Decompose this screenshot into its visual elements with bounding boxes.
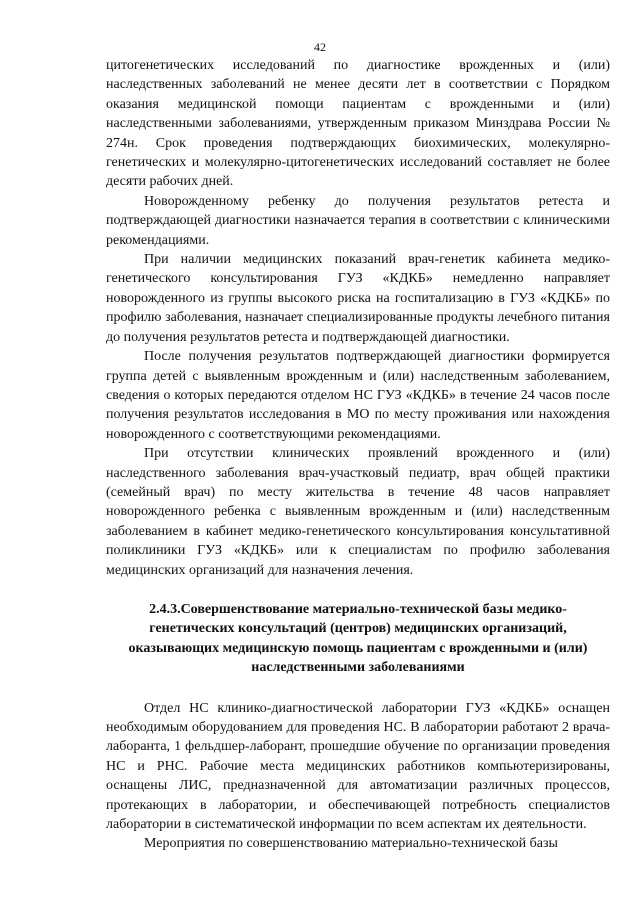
paragraph: цитогенетических исследований по диагностике врожденных и (или) наследственных заболеваний не менее десяти лет в соответствии с Порядком оказания медицинской помощи пациентам с врожденными и (или) наследственными заболеваниями, утвержденным приказом Минздрава России № 274н. Срок проведения подтверждающих биохимических, молекулярно-генетических и молекулярно-цитогенетических исследований составляет не более десяти рабочих дней. bbox=[106, 58, 610, 190]
section-heading: 2.4.3.Совершенствование материально-технической базы медико-генетических консультаций (центров) медицинских организаций, оказывающих медицинскую помощь пациентам с врожденными и (или) наследственными заболеваниями bbox=[128, 601, 588, 676]
paragraph: Мероприятия по совершенствованию материально-технической базы bbox=[144, 836, 558, 852]
paragraph: Отдел НС клинико-диагностической лаборатории ГУЗ «КДКБ» оснащен необходимым оборудованием для проведения НС. В лаборатории работают 2 врача-лаборанта, 1 фельдшер-лаборант, прошедшие обучение по организации проведения НС и РНС. Рабочие места медицинских работников компьютеризированы, оснащены ЛИС, предназначенной для автоматизации различных процессов, протекающих в лаборатории, и обеспечивающей потребность специалистов лаборатории в систематической информации по всем аспектам их деятельности. bbox=[106, 700, 610, 833]
paragraph: После получения результатов подтверждающей диагностики формируется группа детей с выявленным врожденным и (или) наследственным заболеванием, сведения о которых передаются отделом НС ГУЗ «КДКБ» в течение 24 часов после получения результатов исследования в МО по месту проживания или нахождения новорожденного с соответствующими рекомендациями. bbox=[106, 349, 610, 442]
body-text bbox=[106, 56, 610, 854]
paragraph: При наличии медицинских показаний врач-генетик кабинета медико-генетического консультирования ГУЗ «КДКБ» немедленно направляет новорожденного из группы высокого риска на госпитализацию в ГУЗ «КДКБ» по профилю заболевания, назначает специализированные продукты лечебного питания до получения результатов ретеста и подтверждающей диагностики. bbox=[106, 252, 610, 345]
paragraph: При отсутствии клинических проявлений врожденного и (или) наследственного заболевания врач-участковый педиатр, врач общей практики (семейный врач) по месту жительства в течение 48 часов направляет новорожденного ребенка с выявленным врожденным и (или) наследственным заболеванием в кабинет медико-генетического консультирования консультативной поликлиники ГУЗ «КДКБ» или к специалистам по профилю заболевания медицинских организаций для назначения лечения. bbox=[106, 446, 610, 578]
paragraph: Новорожденному ребенку до получения результатов ретеста и подтверждающей диагностики назначается терапия в соответствии с клиническими рекомендациями. bbox=[106, 193, 610, 248]
page-number: 42 bbox=[314, 40, 326, 54]
